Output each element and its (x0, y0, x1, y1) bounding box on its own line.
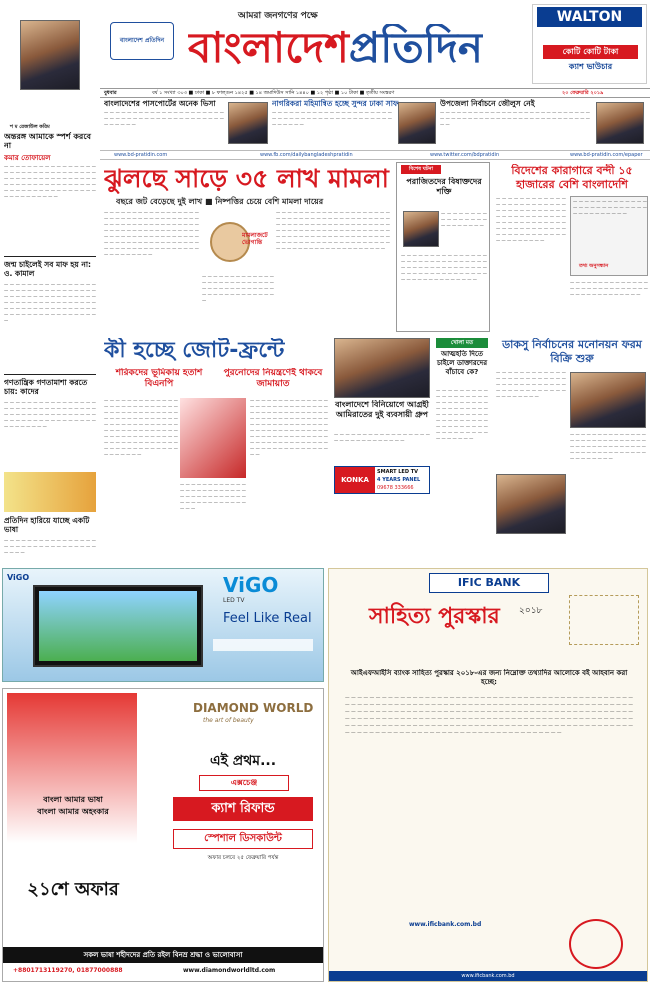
diamond-tagline: the art of beauty (203, 717, 254, 724)
investment-body: — — — — — — — — — — — — — — — — — — — — — — — — — — — — — — (334, 432, 430, 443)
left-story1-body: — — — — — — — — — — — — — — — — — — — — — — — — — — — — — — — — — — — — — — — — — — — — — — — — — — — — — — — — — — — — — — — — — — — — — — — — — — — — — — — — — — — — — — — — — — (4, 164, 96, 199)
left-story2-body: — — — — — — — — — — — — — — — — — — — — — — — — — — — — — — — — — — — — — — — — — — — — — — — — — — — — — — — — — — — — — — — — — — — — — — — — — — — — — — — — — — — — — — — — — — — — — — — — — (4, 282, 96, 323)
weekday: বুধবার (104, 90, 117, 96)
strip-photo-2 (398, 102, 436, 144)
vigo-tv-screen (33, 585, 203, 667)
photo-caption: শ ম রেজাউল করিম (10, 124, 50, 130)
konka-ad[interactable] (334, 466, 430, 494)
opinion-title: পরাজিতদের বিষাক্তদের শক্তি (406, 177, 482, 196)
left-story3-title: গণতান্ত্রিক গণতামাশা করতে চায়: কাদের (4, 378, 88, 396)
opinion-body-a: — — — — — — — — — — — — — — — — — — — — — — — — (441, 211, 487, 228)
diamond-website[interactable]: www.diamondworldltd.com (183, 967, 276, 974)
diamond-date-note: অফার চলবে ২৫ ফেব্রুয়ারি পর্যন্ত (207, 855, 279, 861)
foreign-body-col1: — — — — — — — — — — — — — — — — — — — — — — — — — — — — — — — — — — — — — — — — — — — — — — — — — — — — — — — — — — — — — — — — — — — — — — — — — — — — — — — — — — — — — — — — — — — — — (496, 196, 566, 243)
masthead-title-part2: প্রতিদিন (348, 24, 483, 72)
epaper-link[interactable]: www.bd-pratidin.com/epaper (570, 152, 643, 158)
masthead-title-part1: বাংলাদেশ (188, 24, 349, 72)
konka-phone: 09678 333666 (377, 485, 414, 491)
alliance-body-col1: — — — — — — — — — — — — — — — — — — — — — — — — — — — — — — — — — — — — — — — — — — — — — — — — — — — — — — — — — — — — — — — — — — — — — — — — — — — — — — — — — — — — — — — — — — — — — — — — — — — — — — — — — — — — — — — — — — — — — — — — — — — — (104, 398, 178, 457)
walton-line1: কোটি কোটি টাকা (543, 45, 638, 59)
lead-graphic (202, 212, 272, 272)
foreign-info-box (570, 196, 648, 276)
lead-headline: ঝুলছে সাড়ে ৩৫ লাখ মামলা (104, 164, 389, 193)
foreign-story (494, 162, 650, 332)
alliance-sub-right: পুরনোদের নিয়ন্ত্রণেই থাকবে জামায়াত (223, 368, 323, 389)
opinion-kicker: বিশেষ ঘটনা (401, 165, 441, 174)
small-logo: বাংলাদেশ প্রতিদিন (110, 22, 174, 60)
khola-title: আত্মহতি দিতে চাইলে ডাক্তারদের বাঁচাবে কে? (436, 350, 488, 376)
strip-story-c-title: উপজেলা নির্বাচনে জৌলুস নেই (440, 99, 535, 108)
khola-body: — — — — — — — — — — — — — — — — — — — — — — — — — — — — — — — — — — — — — — — — — — — — — — — — — — — — — — — — — — — — — — — — — — — — — — — — — — — — — — — (436, 388, 488, 441)
award-badge (569, 919, 623, 969)
ific-logo: IFIC BANK (429, 573, 549, 593)
diamond-offer-title: এই প্রথম... (209, 753, 277, 769)
dhaka-uni-body-col1: — — — — — — — — — — — — — — — — — — — — — — — — — — — — — — — — — — — — — — — — — — — — — — — — — — — — — — — — (496, 370, 566, 399)
left-story2-title: জন্ম চাইলেই সব মাফ হয় না: ও. কামাল (4, 260, 92, 278)
masthead-slogan: আমরা জনগণের পক্ষে (238, 11, 318, 21)
dhaka-uni-story (494, 336, 650, 566)
vigo-logo: ViGO (223, 573, 279, 597)
diamond-phones[interactable]: +8801713119270, 01877000888 (13, 967, 123, 974)
diamond-discount: স্পেশাল ডিসকাউন্ট (173, 829, 313, 849)
shaheed-minar-graphic (7, 693, 137, 943)
offer-21: ২১শে অফার (27, 879, 119, 900)
konka-years: 4 YEARS PANEL (377, 477, 421, 483)
middle-column (332, 336, 432, 566)
ific-footer: www.ificbank.com.bd (329, 971, 647, 981)
publication-date: ২০ ফেব্রুয়ারি ২০১৯ (562, 90, 604, 96)
facebook-link[interactable]: www.fb.com/dailybangladeshpratidin (260, 152, 353, 158)
masthead (108, 8, 528, 80)
top-strip (100, 98, 650, 148)
lead-body-col2: — — — — — — — — — — — — — — — — — — — — — — — — — — — — — — — — — — — — — — — — — — — — — — — — — — — — — — — — — — — — — — — — — — — — — — — — — — — — — — — — — — — — — — — — — — — — — — — — — — — — — — — — — — — — — — — — — — — — — — — — — — — — — — — — — — — — — — — — — — — — (276, 210, 390, 251)
investment-photo (334, 338, 430, 398)
twitter-link[interactable]: www.twitter.com/bdpratidin (430, 152, 500, 158)
divider (4, 374, 96, 375)
social-bar (100, 150, 650, 160)
strip-story-b-title: নাগরিকরা মহিমান্বিত হচ্ছে সুন্দর ঢাকা সাফ (272, 99, 399, 108)
ific-ad[interactable] (328, 568, 648, 982)
konka-logo: KONKA (335, 467, 375, 493)
diamond-footer-text: সকল ভাষা শহীদদের প্রতি রইল বিনম্র শ্রদ্ধা ও ভালোবাসা (3, 947, 323, 963)
ific-lead: আইএফআইসি ব্যাংক সাহিত্য পুরস্কার ২০১৮-এর জন্য নিম্নোক্ত তথ্যাদির আলোকে বই আহবান করা হচ্ছে: (350, 669, 628, 686)
foreign-info-text: — — — — — — — — — — — — — — — — — — — — — — — — — — — — — — — — — — — — (573, 199, 647, 216)
left-story3-body: — — — — — — — — — — — — — — — — — — — — — — — — — — — — — — — — — — — — — — — — — — — — — — — — — — — — — — — — — — — — — — — — — — — — — — — — (4, 400, 96, 429)
opinion-body-b: — — — — — — — — — — — — — — — — — — — — — — — — — — — — — — — — — — — — — — — — — — — — — — — — — — — — — — — — — — — — — — — — — — — — — — — — — — (401, 253, 487, 282)
columnist-photo (403, 211, 439, 247)
lead-story (100, 162, 392, 332)
vigo-brand-small: ViGO (7, 573, 30, 582)
konka-tag: SMART LED TV (377, 469, 418, 475)
diamond-brand: DIAMOND WORLD (193, 701, 314, 715)
ekushe-logo-graphic (4, 472, 96, 512)
alliance-story (100, 336, 330, 566)
investment-headline: বাংলাদেশে বিনিয়োগে আগ্রহী আমিরাতের দুই ব্যবসায়ী গ্রুপ (335, 400, 429, 419)
khola-label: খোলা মত (436, 338, 488, 348)
alliance-headline: কী হচ্ছে জোট-ফ্রন্টে (104, 338, 285, 363)
ific-title: সাহিত্য পুরস্কার (369, 604, 500, 629)
opinion-column (396, 162, 490, 332)
foreign-info-label: তথ্য অনুসন্ধান (579, 263, 609, 269)
quill-icon (569, 595, 639, 645)
ific-rules-list: — — — — — — — — — — — — — — — — — — — — — — — — — — — — — — — — — — — — — — — — — — — — — — — — — — — — — — — — — — — — — — — — — — — — — — — — — — — — — — — — — — — — — — — — — — — — — — — — — — — — — — — — — — — — — — — — — — — — — — — — — — — — — — — — — — — — — — — — — — — — — — — — — — — — — — — — — — — — — — — — — — — — — — — — — — — — — — — — — — — — — — — — — — — — — — — — — — — — — — — — — — — — — — — — — — — — — — — — — — — — — — — — — — — — — — — — — — — — — — — — — — — — — — — — — — — — — — — — — — — — — — — — — — — — — — — (345, 696, 633, 736)
dhaka-uni-headline: ডাকসু নির্বাচনের মনোনয়ন ফরম বিক্রি শুরু (502, 338, 642, 365)
khola-mot (434, 336, 490, 566)
vigo-sub: LED TV (223, 597, 245, 604)
diamond-line2: বাংলা আমার অহংকার (37, 807, 109, 816)
strip-story-a-title: বাংলাদেশের পাসপোর্টের অনেক ভিসা (104, 99, 216, 108)
left-column (0, 98, 100, 568)
lead-subheadline: বছরে জট বেড়েছে দুই লাখ ■ নিষ্পত্তির চেয়ে বেশি মামলা দায়ের (116, 197, 324, 206)
vigo-feature-icons (213, 639, 313, 651)
lead-body-col1: — — — — — — — — — — — — — — — — — — — — — — — — — — — — — — — — — — — — — — — — — — — — — — — — — — — — — — — — — — — — — — — — — — — — — — — — — — — — — — — — — — — — — — — — — — — — — — — — — — — — — — — — — — — — — — — — — — — — — — — — — — — — — — — — (104, 210, 199, 257)
walton-logo: WALTON (537, 7, 642, 27)
strip-photo-1 (228, 102, 268, 144)
alliance-body-col3: — — — — — — — — — — — — — — — — — — — — — — — — — — — — — — — — — — — — — — — — — — — — — — — — — — — — — — — — — — — — — — — — — — — — — — — — — — — — — — — — — — — — — — — — — — — — — — — — — — — — — — — — — — — — — — — — — — — — — — — — — — — — — — — — (250, 398, 328, 457)
dateline-bar (100, 88, 650, 98)
divider (4, 256, 96, 257)
issue-line: বর্ষ ১ সংখ্যা ৩০৩ ■ ঢাকা ■ ৮ ফাল্গুন ১৪২৫ ■ ১৪ জমাদিউস সানি ১৪৪০ ■ ১২ পৃষ্ঠা ■ ১০ টাকা ■ তৃতীয় সংস্করণ (152, 90, 395, 96)
left-story1-title: অন্তরঙ্গ আমাকে স্পর্শ করবে না (4, 132, 91, 150)
foreign-body-col2: — — — — — — — — — — — — — — — — — — — — — — — — — — — — — — — — — — — — — — — — — (570, 280, 648, 297)
alliance-sub-left: শরিকদের ভূমিকায় হতাশ বিএনপি (115, 368, 203, 389)
foreign-headline: বিদেশের কারাগারে বন্দী ১৫ হাজারের বেশি বাংলাদেশি (511, 164, 633, 191)
ific-website[interactable]: www.ificbank.com.bd (409, 921, 482, 928)
lead-body-col3: — — — — — — — — — — — — — — — — — — — — — — — — — — — — — — — — — — — — — — — — — — — — — — — — — — — — — (202, 274, 274, 303)
left-story1-kicker: কমার তোফায়েল (4, 154, 51, 162)
ific-year: ২০১৮ (519, 606, 543, 616)
diamond-refund: ক্যাশ রিফান্ড (173, 797, 313, 821)
strip-story-c-body: — — — — — — — — — — — — — — — — — — — — — — — — — — — — — — — — — — — — — — — — — — — — — — — — — — — — — — — — (440, 110, 590, 127)
left-story4-title: প্রতিদিন হারিয়ে যাচ্ছে একটি ভাষা (4, 516, 90, 534)
walton-line2: ক্যাশ ভাউচার (568, 62, 613, 71)
dhaka-uni-photo-2 (496, 474, 566, 534)
vigo-ad[interactable] (2, 568, 324, 682)
website-link[interactable]: www.bd-pratidin.com (114, 152, 168, 158)
vigo-tagline: Feel Like Real (223, 611, 312, 626)
walton-ad[interactable] (532, 4, 647, 84)
strip-photo-3 (596, 102, 644, 144)
masthead-title (188, 24, 483, 72)
left-story4-body: — — — — — — — — — — — — — — — — — — — — — — — — — — — — — — — — — — — — (4, 538, 96, 555)
lead-graphic-label: মামলাজটে ভোগান্তি (242, 232, 268, 246)
alliance-cartoon (180, 398, 246, 478)
strip-story-b-body: — — — — — — — — — — — — — — — — — — — — — — — — — — — — — — — — — — — — — — — — — — — — — — — — (272, 110, 392, 127)
dhaka-uni-body-col2: — — — — — — — — — — — — — — — — — — — — — — — — — — — — — — — — — — — — — — — — — — — — — — — — — — — — — — — — — — — — — — — — (570, 432, 646, 461)
strip-story-a-body: — — — — — — — — — — — — — — — — — — — — — — — — — — — — — — — — — — — — — — — — — — — — — — — — (104, 110, 224, 127)
politician-photo (20, 20, 80, 90)
alliance-body-col2: — — — — — — — — — — — — — — — — — — — — — — — — — — — — — — — — — — — — — — — — — — — — — — — — — — — (180, 482, 246, 511)
diamond-exchange: এক্সচেঞ্জ (199, 775, 289, 791)
diamond-line1: বাংলা আমার ভাষা (43, 795, 103, 804)
diamond-ad[interactable] (2, 688, 324, 982)
dhaka-uni-photo (570, 372, 646, 428)
